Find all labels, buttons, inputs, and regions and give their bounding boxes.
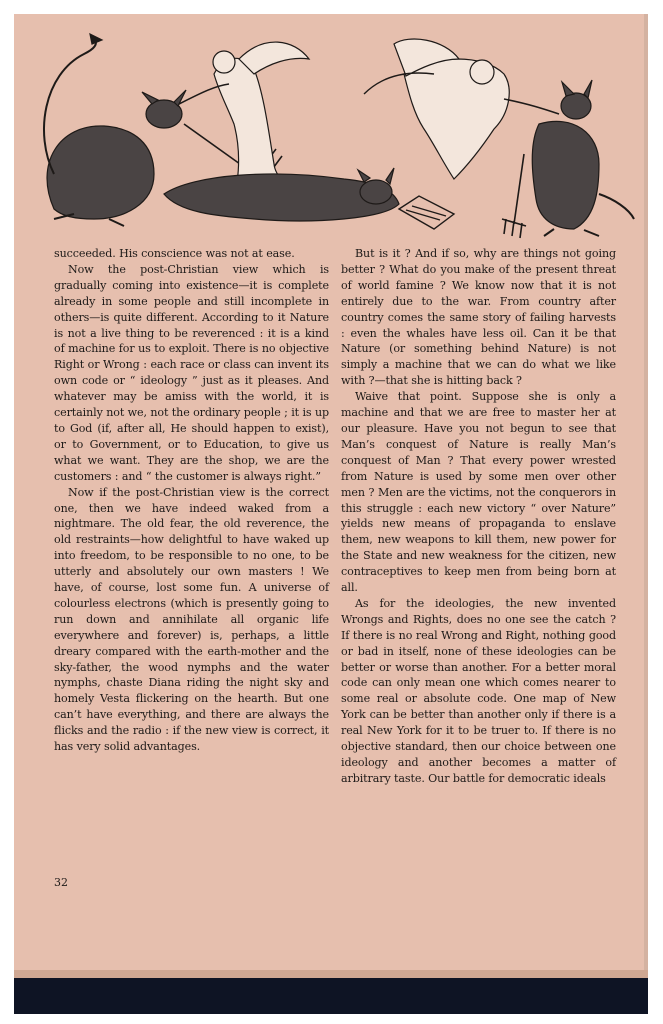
paragraph: As for the ideologies, the new invented Wrongs and Rights, does no one see the catch ? If there is no real Wrong and Right, nothing good or bad in itself, none of these ideologies can be better or worse than another. For a better moral code can only mean one which comes nearer to some real or absolute code. One map of New York can be better than another only if there is a real New York for it to be truer to. If there is no objective standard, then our choice between one ideology and another becomes a matter of arbitrary taste. Our battle for democratic ideals xyxy=(341,596,616,785)
paragraph: succeeded. His conscience was not at ease. xyxy=(54,247,295,260)
right-column-text xyxy=(341,246,616,787)
devils-and-angels-illustration xyxy=(14,14,648,242)
left-column-text xyxy=(54,246,329,755)
devil-icon xyxy=(164,168,399,221)
page-number: 32 xyxy=(54,876,68,889)
devil-icon xyxy=(532,80,634,236)
angel-icon xyxy=(364,39,559,179)
paragraph: Now if the post-Christian view is the correct one, then we have indeed waked from a nightmare. The old fear, the old reverence, the old restraints—how delightful to have waked up into freedom, to be responsible to no one, to be utterly and absolutely our own masters ! We have, of course, lost some fun. A universe of colourless electrons (which is presently going to run down and annihilate all organic life everywhere and forever) is, perhaps, a little dreary compared with the earth-mother and the sky-father, the wood nymphs and the water nymphs, chaste Diana riding the night sky and homely Vesta flickering on the hearth. But one can’t have everything, and there are always the flicks and the radio : if the new view is correct, it has very solid advantages. xyxy=(54,485,329,754)
paragraph: But is it ? And if so, why are things not going better ? What do you make of the present threat of world famine ? We know now that it is not entirely due to the war. From country after country comes the same story of failing harvests : even the whales have less oil. Can it be that Nature (or something behind Nature) is not simply a machine that we can do what we like with ?—that she is hitting back ? xyxy=(341,247,616,388)
paragraph: Now the post-Christian view which is gradually coming into existence—it is complete already in some people and still incomplete in others—is quite different. According to it Nature is not a live thing to be reverenced : it is a kind of machine for us to exploit. There is no objective Right or Wrong : each race or class can invent its own code or “ ideology ” just as it pleases. And whatever may be amiss with the world, it is certainly not we, not the ordinary people ; it is up to God (if, after all, He should happen to exist), or to Government, or to Education, to give us what we want. They are the shop, we are the customers : and “ the customer is always right.” xyxy=(54,262,329,483)
lyre-icon xyxy=(399,196,454,229)
paragraph: Waive that point. Suppose she is only a machine and that we are free to master her at our pleasure. Have you not begun to see that Man’s conquest of Nature is really Man’s conquest of Man ? That every power wrested from Nature is used by some men over other men ? Men are the victims, not the conquerors in this struggle : each new victory “ over Nature” yields new means of propaganda to enslave them, new weapons to kill them, new power for the State and new weakness for the citizen, new contraceptives to keep men from being born at all. xyxy=(341,390,616,595)
pitchfork-icon xyxy=(502,154,526,238)
scan-border xyxy=(14,978,648,1014)
page-bottom-strip xyxy=(14,970,648,978)
devil-icon xyxy=(44,34,186,226)
